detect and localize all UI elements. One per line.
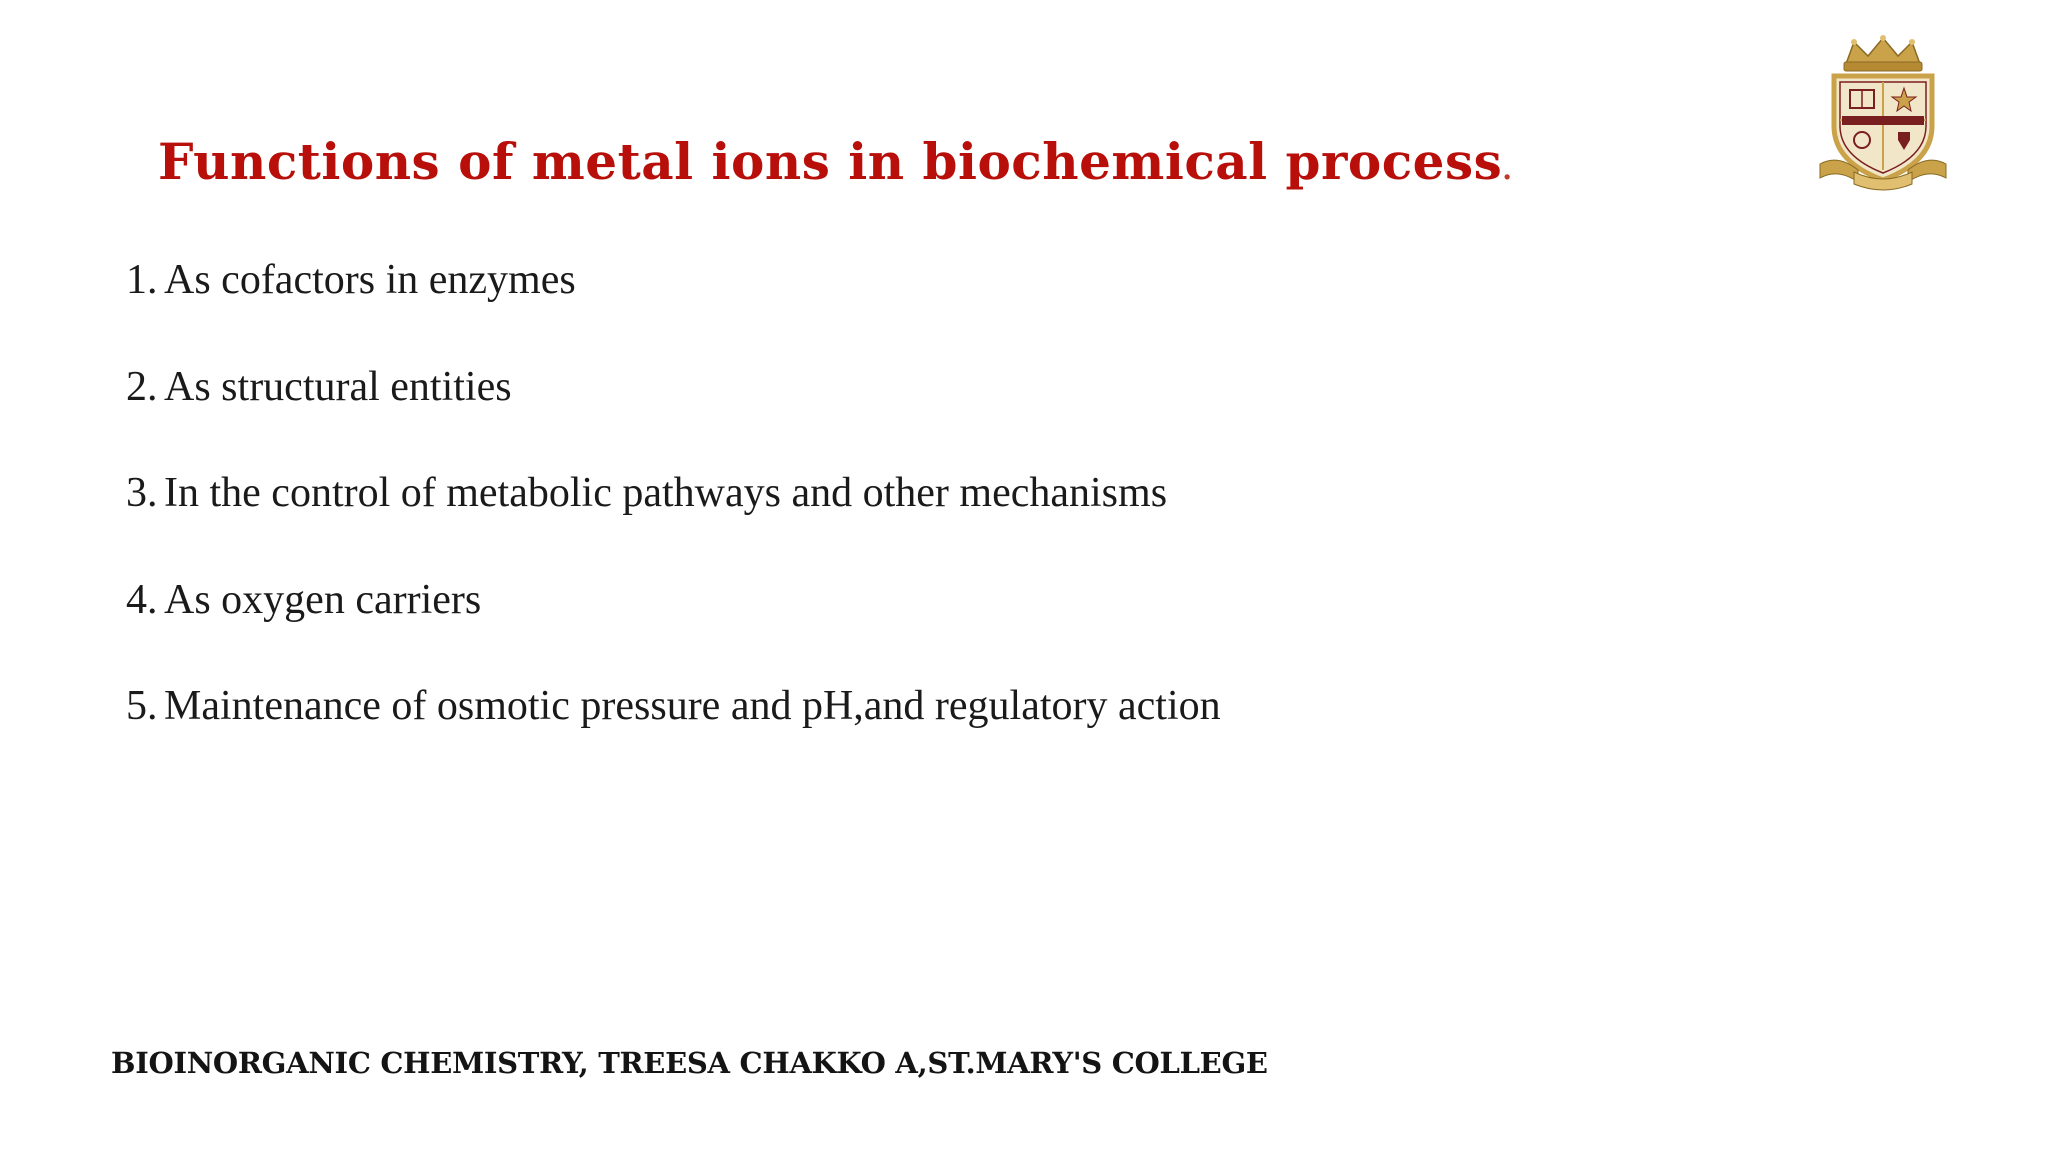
list-item-text: Maintenance of osmotic pressure and pH,and regulatory action [164,683,1221,729]
slide-title-text: Functions of metal ions in biochemical process [158,132,1503,191]
list-item-number: 5. [126,683,158,729]
slide-title-suffix: . [1502,153,1513,186]
functions-list [126,256,1221,789]
slide-footer: BIOINORGANIC CHEMISTRY, TREESA CHAKKO A,ST.MARY'S COLLEGE [111,1046,1268,1080]
list-item-text: As oxygen carriers [164,576,482,623]
list-item-number: 4. [126,576,158,623]
list-item-text: As structural entities [164,363,512,410]
list-item [126,256,1221,363]
list-item-text: In the control of metabolic pathways and other mechanisms [164,470,1168,516]
crown-icon [1844,35,1922,71]
slide-title [158,132,1513,191]
list-item-number: 3. [126,470,158,516]
college-crest-logo [1818,34,1948,194]
list-item [126,363,1221,470]
list-item [126,576,1221,683]
list-item-number: 2. [126,363,158,410]
list-item-number: 1. [126,257,158,303]
list-item [126,682,1221,789]
list-item [126,469,1221,576]
list-item-text: As cofactors in enzymes [164,257,576,303]
